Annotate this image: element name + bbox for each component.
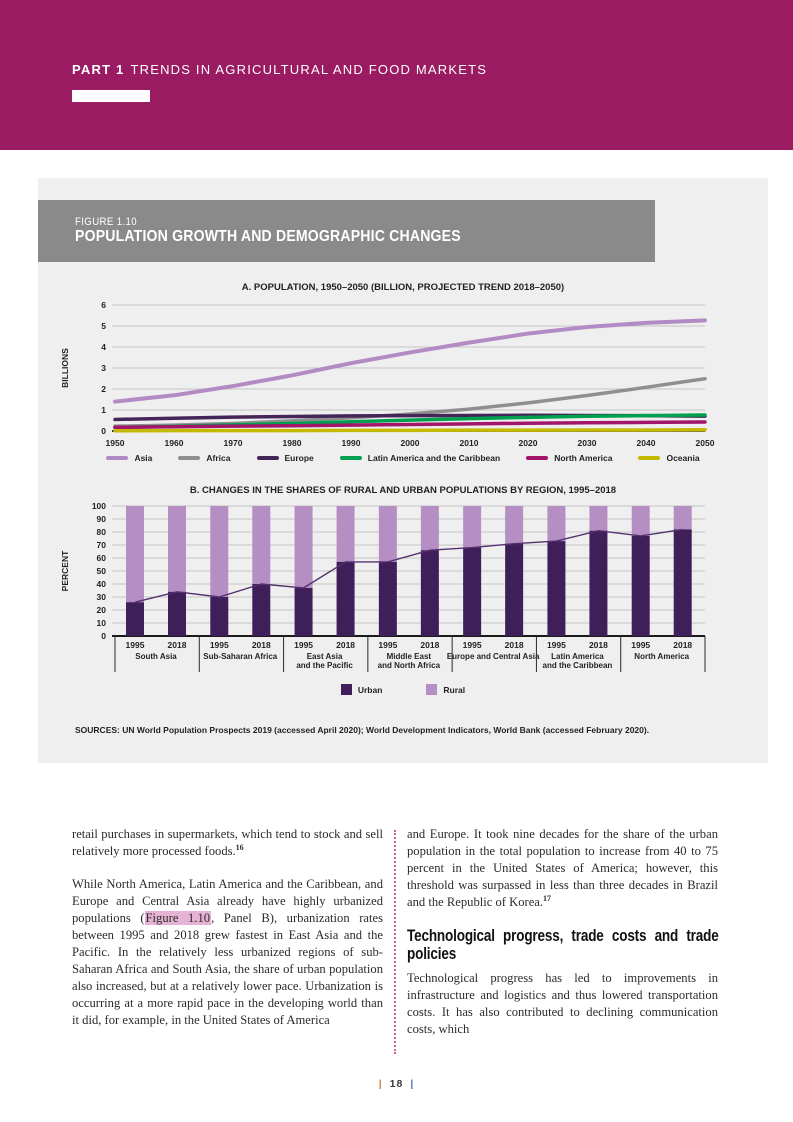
body-column-left [72,826,383,1054]
bar-urban [674,529,692,636]
legend-label: Rural [443,684,466,695]
region-label: Latin America [551,652,604,661]
y-tick-label: 100 [91,501,106,511]
y-tick-label: 20 [96,605,106,615]
bar-rural [421,506,439,550]
bar-urban [421,550,439,636]
legend-line-swatch [257,456,279,460]
body-text: While North America, Latin America and the Caribbean, and Europe and Central Asia already have highly urbanized populations ( [72,877,383,925]
bar-rural [632,506,650,536]
column-divider [394,830,396,1054]
chart-b-legend [38,684,768,695]
section-heading: Technological progress, trade costs and trade policies [407,927,719,964]
body-column-right [407,826,718,1054]
footnote-marker: 16 [235,842,244,852]
year-tick-label: 1995 [462,640,482,650]
bar-urban [210,597,228,636]
legend-line-swatch [526,456,548,460]
page-footer [0,1078,793,1090]
chart-a-title: A. POPULATION, 1950–2050 (BILLION, PROJECTED TREND 2018–2050) [241,282,565,293]
legend-item [426,684,465,695]
legend-item [340,453,500,463]
bar-urban [379,562,397,636]
header-underline-bar [72,90,150,102]
y-axis-title: BILLIONS [60,348,70,388]
legend-label: Oceania [666,453,700,463]
x-tick-label: 1970 [223,438,243,448]
year-tick-label: 2018 [673,640,693,650]
x-tick-label: 2030 [577,438,597,448]
year-tick-label: 1995 [209,640,229,650]
y-axis-title: PERCENT [60,550,70,592]
bar-rural [210,506,228,597]
chart-a-legend [38,453,768,463]
body-paragraph [407,970,718,1038]
part-title: TRENDS IN AGRICULTURAL AND FOOD MARKETS [130,62,488,77]
region-label: Sub-Saharan Africa [203,652,278,661]
footer-bar-left: | [378,1078,383,1090]
figure-reference-link[interactable]: Figure 1.10 [145,911,211,925]
body-paragraph [72,876,383,1029]
year-tick-label: 1995 [631,640,651,650]
x-tick-label: 2010 [459,438,479,448]
figure-title: POPULATION GROWTH AND DEMOGRAPHIC CHANGES [75,228,461,245]
figure-title-band [38,200,655,262]
y-tick-label: 2 [101,384,106,394]
year-tick-label: 1995 [378,640,398,650]
y-tick-label: 60 [96,553,106,563]
bar-urban [252,584,270,636]
bar-rural [505,506,523,544]
bar-urban [126,602,144,636]
bar-urban [632,536,650,636]
y-tick-label: 5 [101,321,106,331]
urban-rural-bar-chart [38,496,768,676]
region-label: North America [634,652,690,661]
body-text: retail purchases in supermarkets, which tend to stock and sell relatively more processed foods. [72,827,383,858]
legend-line-swatch [340,456,362,460]
legend-line-swatch [106,456,128,460]
x-tick-label: 2050 [695,438,715,448]
legend-label: North America [554,453,613,463]
population-line-chart [38,293,768,451]
legend-item [178,453,230,463]
bar-urban [505,544,523,636]
legend-label: Asia [134,453,153,463]
bar-rural [463,506,481,548]
bar-urban [337,562,355,636]
bar-rural [379,506,397,562]
footnote-marker: 17 [543,893,552,903]
y-tick-label: 50 [96,566,106,576]
legend-label: Africa [206,453,231,463]
y-tick-label: 0 [101,631,106,641]
figure-panel [38,178,768,763]
x-tick-label: 1980 [282,438,302,448]
legend-item [638,453,699,463]
bar-rural [547,506,565,541]
region-label: and the Pacific [296,661,353,670]
part-header-band [0,0,793,150]
body-text: and Europe. It took nine decades for the share of the urban population in the total population to increase from 40 to 75 percent in the United States of America; however, this threshold was surpassed in less than three decades in Brazil and the Republic of Korea. [407,827,718,909]
y-tick-label: 0 [101,426,106,436]
body-text: Technological progress has led to improvements in infrastructure and logistics and thus lowered transportation costs. It has also contributed to declining communication costs, which [407,970,718,1036]
year-tick-label: 2018 [336,640,356,650]
bar-urban [295,588,313,636]
legend-label: Urban [357,684,383,695]
figure-label: FIGURE 1.10 [75,216,137,228]
body-paragraph [72,826,383,860]
legend-square-swatch [341,684,352,695]
year-tick-label: 2018 [588,640,608,650]
page-number: 18 [389,1078,404,1090]
figure-sources: SOURCES: UN World Population Prospects 2019 (accessed April 2020); World Development Indicators, World Bank (accessed February 2020). [75,725,650,735]
series-oceania [115,430,705,431]
bar-rural [589,506,607,531]
region-label: and the Caribbean [542,661,613,670]
x-tick-label: 1990 [341,438,361,448]
legend-line-swatch [178,456,200,460]
bar-rural [168,506,186,592]
year-tick-label: 2018 [420,640,440,650]
part-number: PART 1 [72,62,125,77]
legend-label: Latin America and the Caribbean [367,453,501,463]
legend-item [106,453,152,463]
legend-item [257,453,314,463]
region-label: Europe and Central Asia [446,652,540,661]
legend-item [341,684,383,695]
bar-urban [589,531,607,636]
y-tick-label: 6 [101,300,106,310]
x-tick-label: 2000 [400,438,420,448]
bar-urban [547,541,565,636]
body-text-section [72,826,721,1054]
x-tick-label: 2040 [636,438,656,448]
year-tick-label: 1995 [125,640,145,650]
y-tick-label: 1 [101,405,106,415]
year-tick-label: 2018 [251,640,271,650]
bar-rural [337,506,355,562]
bar-urban [168,592,186,636]
body-paragraph [407,826,718,911]
part-header-line [0,0,793,77]
y-tick-label: 30 [96,592,106,602]
year-tick-label: 1995 [294,640,314,650]
y-tick-label: 4 [101,342,106,352]
x-tick-label: 2020 [518,438,538,448]
y-tick-label: 40 [96,579,106,589]
region-label: East Asia [306,652,343,661]
y-tick-label: 80 [96,527,106,537]
body-text: , Panel B), urbanization rates between 1995 and 2018 grew fastest in East Asia and the Pacific. In the relatively less urbanized regions of sub-Saharan Africa and South Asia, the share of urban population also increased, but at a relatively lower pace. Urbanization is occurring at a more rapid pace in the developing world than it did, for example, in the United States of America [72,911,383,1027]
bar-rural [295,506,313,588]
year-tick-label: 2018 [167,640,187,650]
region-label: Middle East [386,652,432,661]
year-tick-label: 1995 [546,640,566,650]
y-tick-label: 3 [101,363,106,373]
legend-line-swatch [638,456,660,460]
region-label: South Asia [135,652,177,661]
x-tick-label: 1960 [164,438,184,448]
x-tick-label: 1950 [105,438,125,448]
bar-urban [463,548,481,636]
bar-rural [252,506,270,584]
region-label: and North Africa [377,661,441,670]
legend-square-swatch [426,684,437,695]
chart-b-title: B. CHANGES IN THE SHARES OF RURAL AND URBAN POPULATIONS BY REGION, 1995–2018 [189,485,617,496]
legend-label: Europe [284,453,314,463]
year-tick-label: 2018 [504,640,524,650]
y-tick-label: 70 [96,540,106,550]
y-tick-label: 90 [96,514,106,524]
footer-bar-right: | [410,1078,415,1090]
bar-rural [126,506,144,602]
legend-item [526,453,612,463]
y-tick-label: 10 [96,618,106,628]
bar-rural [674,506,692,529]
